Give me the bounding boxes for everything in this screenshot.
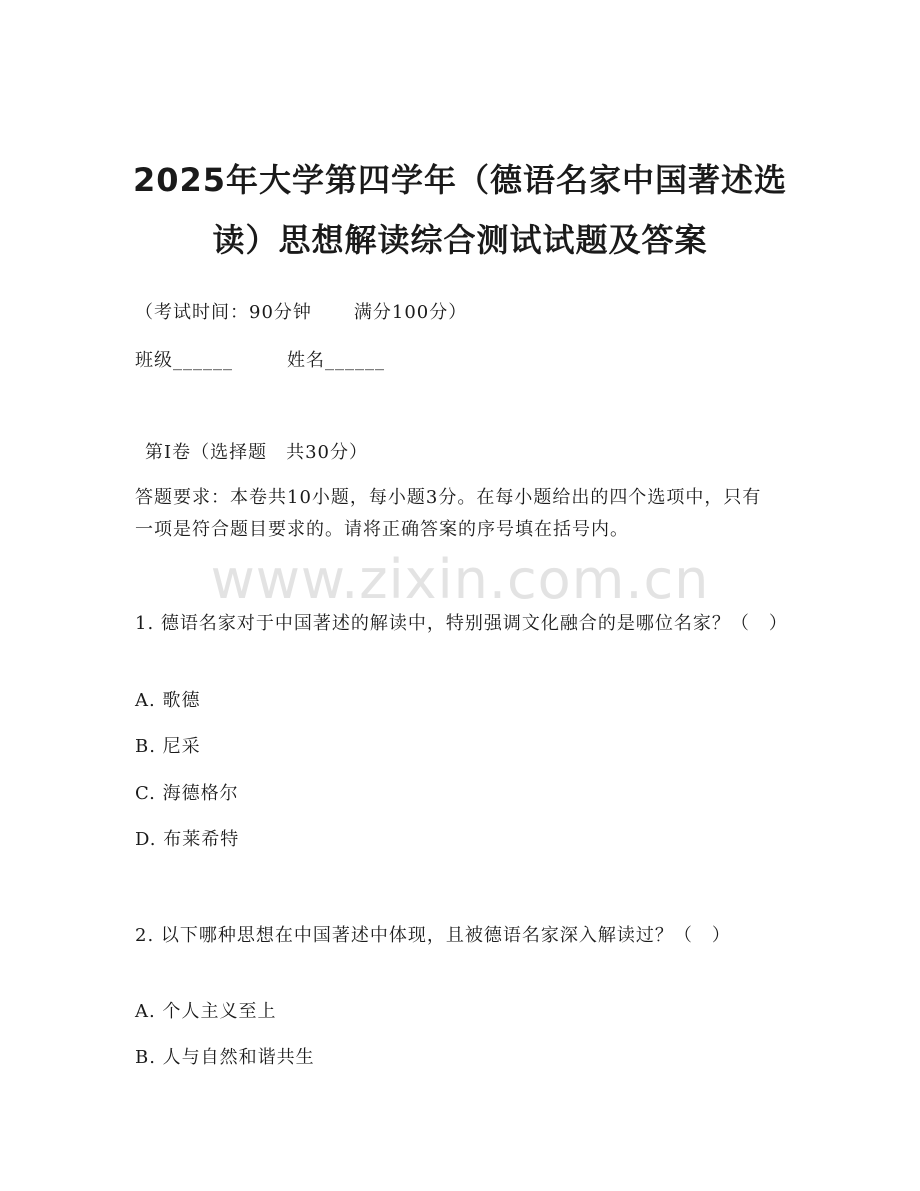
exam-info	[135, 302, 467, 324]
question-1-option-a: A. 歌德	[135, 690, 201, 711]
question-1-option-b: B. 尼采	[135, 736, 201, 757]
student-fields	[135, 350, 385, 372]
question-1-option-d: D. 布莱希特	[135, 829, 240, 850]
exam-score: 满分100分）	[353, 302, 468, 323]
instructions: 答题要求：本卷共10小题，每小题3分。在每小题给出的四个选项中，只有一项是符合题目要求的。请将正确答案的序号填在括号内。	[135, 487, 762, 540]
question-1-option-c: C. 海德格尔	[135, 783, 239, 804]
section-title: 第I卷（选择题 共30分）	[145, 442, 369, 463]
question-2-stem: 2. 以下哪种思想在中国著述中体现，且被德语名家深入解读过？（ ）	[135, 925, 731, 946]
question-1-stem: 1. 德语名家对于中国著述的解读中，特别强调文化融合的是哪位名家？（ ）	[135, 613, 788, 634]
exam-time: （考试时间：90分钟	[135, 302, 312, 323]
watermark: www.zixin.com.cn	[210, 548, 710, 611]
name-field: 姓名______	[287, 350, 385, 371]
question-2-option-a: A. 个人主义至上	[135, 1001, 277, 1022]
document-title: 2025年大学第四学年（德语名家中国著述选读）思想解读综合测试试题及答案	[132, 161, 788, 259]
question-2-option-b: B. 人与自然和谐共生	[135, 1047, 315, 1068]
class-field: 班级______	[135, 350, 233, 371]
